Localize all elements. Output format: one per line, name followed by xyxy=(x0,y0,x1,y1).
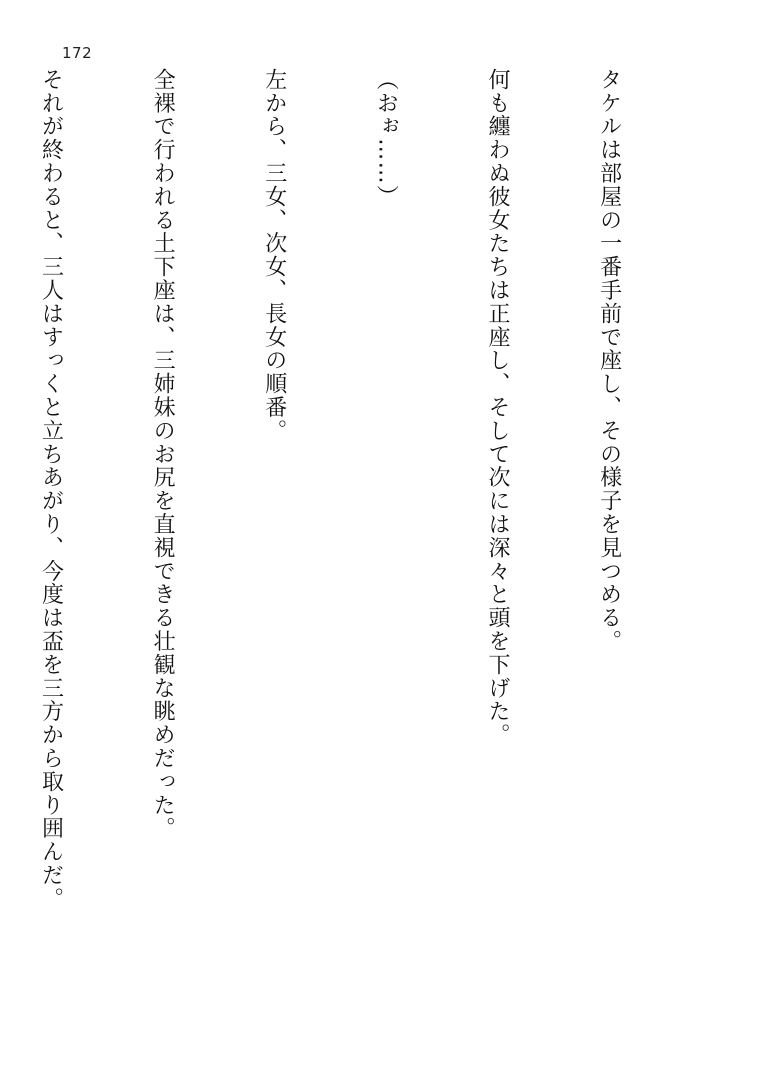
vertical-text-body xyxy=(0,68,702,1028)
text-line: タケルは部屋の一番手前で座し、その様子を見つめる。 xyxy=(596,68,622,653)
text-line: 全裸で行われる土下座は、三姉妹のお尻を直視できる壮観な眺めだった。 xyxy=(150,68,176,841)
text-line: 左から、三女、次女、長女の順番。 xyxy=(261,68,287,443)
text-line: それが終わると、三人はすっくと立ちあがり、今度は盃を三方から取り囲んだ。 xyxy=(38,68,64,911)
text-line: （おぉ……） xyxy=(373,68,399,209)
page-number: 172 xyxy=(62,44,93,62)
text-line: 何も纏わぬ彼女たちは正座し、そして次には深々と頭を下げた。 xyxy=(484,68,510,747)
